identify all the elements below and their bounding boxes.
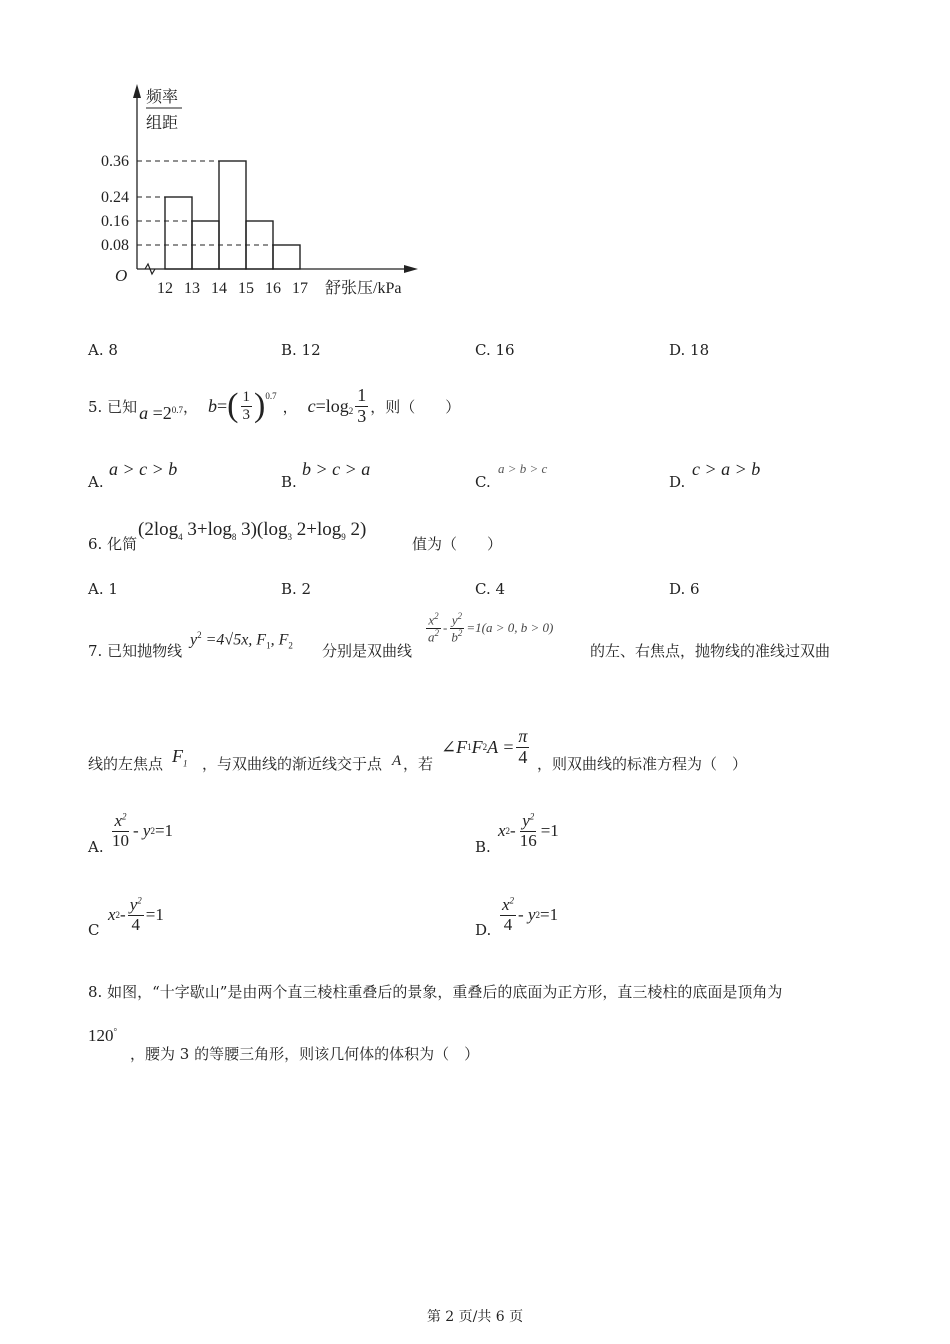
- q7-option-b: x 2 - $\frac{y^2}{16}$ =1: [498, 811, 559, 850]
- histogram-plot: [101, 84, 418, 297]
- q7-option-a-label: A.: [88, 838, 104, 856]
- q8-line1: 8. 如图，“十字歇山”是由两个直三棱柱重叠后的景象，重叠后的底面为正方形，直三棱柱的底面是顶角为: [88, 983, 783, 1001]
- histogram-bar: [192, 221, 219, 269]
- q5-option-b-label: B.: [281, 473, 297, 491]
- q6-prefix: 6. 化简: [88, 535, 138, 553]
- x-tick-label: 15: [238, 280, 254, 297]
- x-tick-label: 16: [265, 280, 281, 297]
- q7-mid: 分别是双曲线: [322, 642, 413, 660]
- q6-suffix: 值为（ ）: [412, 535, 503, 553]
- y-label-top: 频率: [146, 89, 179, 106]
- y-tick-label: 0.36: [101, 153, 129, 170]
- q7-hyperbola: $\frac{x^2}{a^2}$ - $\frac{y^2}{b^2}$ =1(a > 0, b > 0): [428, 611, 554, 644]
- q7-option-d-label: D.: [475, 921, 492, 939]
- x-axis-arrow: [404, 265, 418, 273]
- x-tick-label: 14: [211, 280, 227, 297]
- q5-b-expr: b = ( $\frac{1}{3}$ ) $^{0.7}$: [208, 387, 277, 425]
- x-tick-label: 12: [157, 280, 173, 297]
- q4-option-c: C. 16: [475, 341, 515, 359]
- q5-suffix: ，则（ ）: [370, 397, 461, 416]
- histogram-bar: [246, 221, 273, 269]
- histogram-bar: [165, 197, 192, 269]
- q7-option-c-label: C: [88, 921, 100, 939]
- q7-point-a: A: [392, 753, 402, 769]
- x-tick-label: 13: [184, 280, 200, 297]
- q5-sep1: ，: [183, 397, 199, 416]
- question-5: [88, 386, 460, 427]
- x-axis-label: 舒张压/kPa: [325, 280, 402, 297]
- q6-option-a: A. 1: [88, 580, 118, 598]
- q7-prefix: 7. 已知抛物线: [88, 642, 183, 660]
- histogram-bar: [273, 245, 300, 269]
- q8-line2: ，腰为 3 的等腰三角形，则该几何体的体积为（ ）: [130, 1045, 480, 1063]
- q7-line2-mid: ，与双曲线的渐近线交于点: [202, 755, 383, 773]
- q8-angle: 120°: [88, 1026, 118, 1045]
- page-footer: 第 2 页/共 6 页: [426, 1309, 524, 1325]
- q4-option-b: B. 12: [281, 341, 321, 359]
- q5-a-expr: $a =2^{0.7}$: [139, 402, 183, 423]
- q6-expression: ($2\log_4$ $3+\log_8$ $3)(\log_3$ $2+\log_9$ 2): [138, 519, 367, 542]
- q5-option-a-label: A.: [88, 473, 104, 491]
- q7-option-a: $\frac{x^2}{10}$ - y 2 =1: [112, 811, 174, 850]
- q7-f1: $F_1$: [172, 746, 188, 769]
- origin-label: O: [115, 266, 128, 285]
- q6-option-d: D. 6: [669, 580, 700, 598]
- histogram-bar: [219, 161, 246, 269]
- q7-option-d: $\frac{x^2}{4}$ - y 2 =1: [502, 895, 559, 934]
- q7-option-c: x 2 - $\frac{y^2}{4}$ =1: [108, 895, 164, 934]
- q4-option-d: D. 18: [669, 341, 710, 359]
- q5-c-expr: c =log $_2$ $\frac{1}{3}$: [307, 385, 367, 426]
- q7-line1-suffix: 的左、右焦点，抛物线的准线过双曲: [590, 642, 831, 660]
- q5-prefix: 5. 已知: [88, 397, 138, 416]
- q5-option-c-label: C.: [475, 473, 491, 491]
- q7-parabola: $y^2 =4√5x$, $F_1$, $F_2$: [190, 630, 293, 651]
- y-tick-label: 0.08: [101, 237, 129, 254]
- frequency-histogram: [85, 80, 435, 300]
- x-tick-label: 17: [292, 280, 308, 297]
- q5-option-d-label: D.: [669, 473, 686, 491]
- q7-line2-prefix: 线的左焦点: [88, 755, 164, 773]
- q5-sep2: ，: [282, 397, 298, 416]
- q5-option-a: a > c > b: [109, 459, 178, 479]
- q4-option-a: A. 8: [88, 341, 118, 359]
- y-tick-label: 0.16: [101, 213, 129, 230]
- q6-option-b: B. 2: [281, 580, 312, 598]
- y-tick-label: 0.24: [101, 189, 129, 206]
- y-label-bottom: 组距: [146, 115, 179, 132]
- q7-option-b-label: B.: [475, 838, 491, 856]
- q5-option-b: b > c > a: [302, 459, 371, 479]
- q6-option-c: C. 4: [475, 580, 506, 598]
- y-axis-arrow: [133, 84, 141, 98]
- q5-option-d: c > a > b: [692, 459, 761, 479]
- q7-angle: ∠F 1 F 2 A = $\frac{\pi}{4}$: [441, 726, 528, 767]
- q5-option-c: a > b > c: [498, 461, 548, 476]
- q7-line2-if: ，若: [403, 755, 434, 773]
- q7-line2-suffix: ，则双曲线的标准方程为（ ）: [537, 755, 748, 773]
